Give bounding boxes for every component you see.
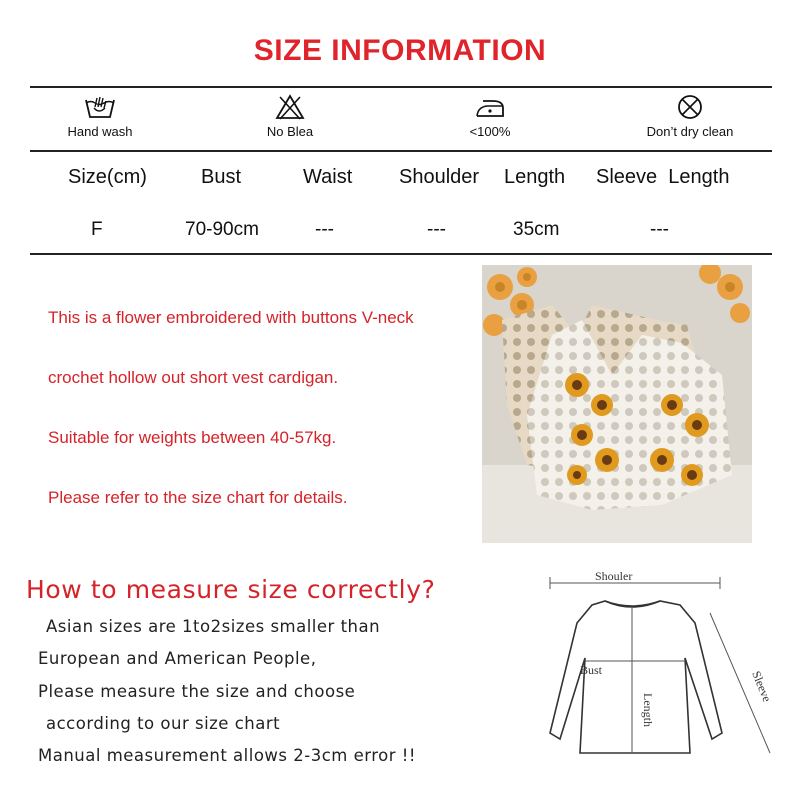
howto-line: according to our size chart: [46, 714, 281, 733]
header-sleeve-length: Sleeve Length: [596, 166, 730, 188]
header-size: Size(cm): [68, 166, 147, 188]
howto-line: Asian sizes are 1to2sizes smaller than: [46, 617, 381, 636]
measurement-diagram: [530, 563, 790, 788]
care-no-dry-clean: [620, 94, 760, 139]
header-shoulder: Shoulder: [399, 166, 480, 188]
description-line: Suitable for weights between 40-57kg.: [48, 428, 337, 447]
care-label: No Blea: [266, 124, 314, 139]
care-hand-wash: [40, 94, 160, 139]
care-no-bleach: [230, 94, 350, 139]
shoulder-label: Shouler: [595, 569, 633, 583]
description-line: crochet hollow out short vest cardigan.: [48, 368, 339, 387]
howto-line: Please measure the size and choose: [38, 682, 356, 701]
length-label: Length: [641, 693, 655, 727]
care-iron: [430, 94, 550, 139]
howto-line: European and American People,: [38, 649, 317, 668]
cell-waist: ---: [315, 219, 334, 240]
care-label: Don’t dry clean: [646, 124, 734, 139]
page-title: SIZE INFORMATION: [253, 34, 547, 67]
hand-wash-icon: [83, 94, 117, 120]
table-divider: [30, 253, 772, 255]
cell-size: F: [91, 219, 103, 240]
sleeve-label: Sleeve: [749, 668, 775, 704]
cell-shoulder: ---: [427, 219, 446, 240]
care-label: <100%: [469, 124, 511, 139]
description-line: Please refer to the size chart for details.: [48, 488, 348, 507]
care-label: Hand wash: [67, 124, 133, 139]
top-divider: [30, 86, 772, 88]
care-divider: [30, 150, 772, 152]
description-line: This is a flower embroidered with buttons V-neck: [48, 308, 414, 327]
header-bust: Bust: [201, 166, 242, 188]
product-photo: [482, 265, 752, 543]
no-dry-clean-icon: [675, 94, 705, 120]
bust-label: Bust: [580, 663, 603, 677]
header-waist: Waist: [303, 166, 353, 188]
howto-heading: How to measure size correctly?: [26, 575, 436, 604]
iron-icon: [473, 94, 507, 120]
cell-bust: 70-90cm: [185, 219, 259, 240]
howto-line: Manual measurement allows 2-3cm error !!: [38, 746, 417, 765]
no-bleach-icon: [275, 94, 305, 120]
cell-sleeve-length: ---: [650, 219, 669, 240]
header-length: Length: [504, 166, 566, 188]
cell-length: 35cm: [513, 219, 560, 240]
